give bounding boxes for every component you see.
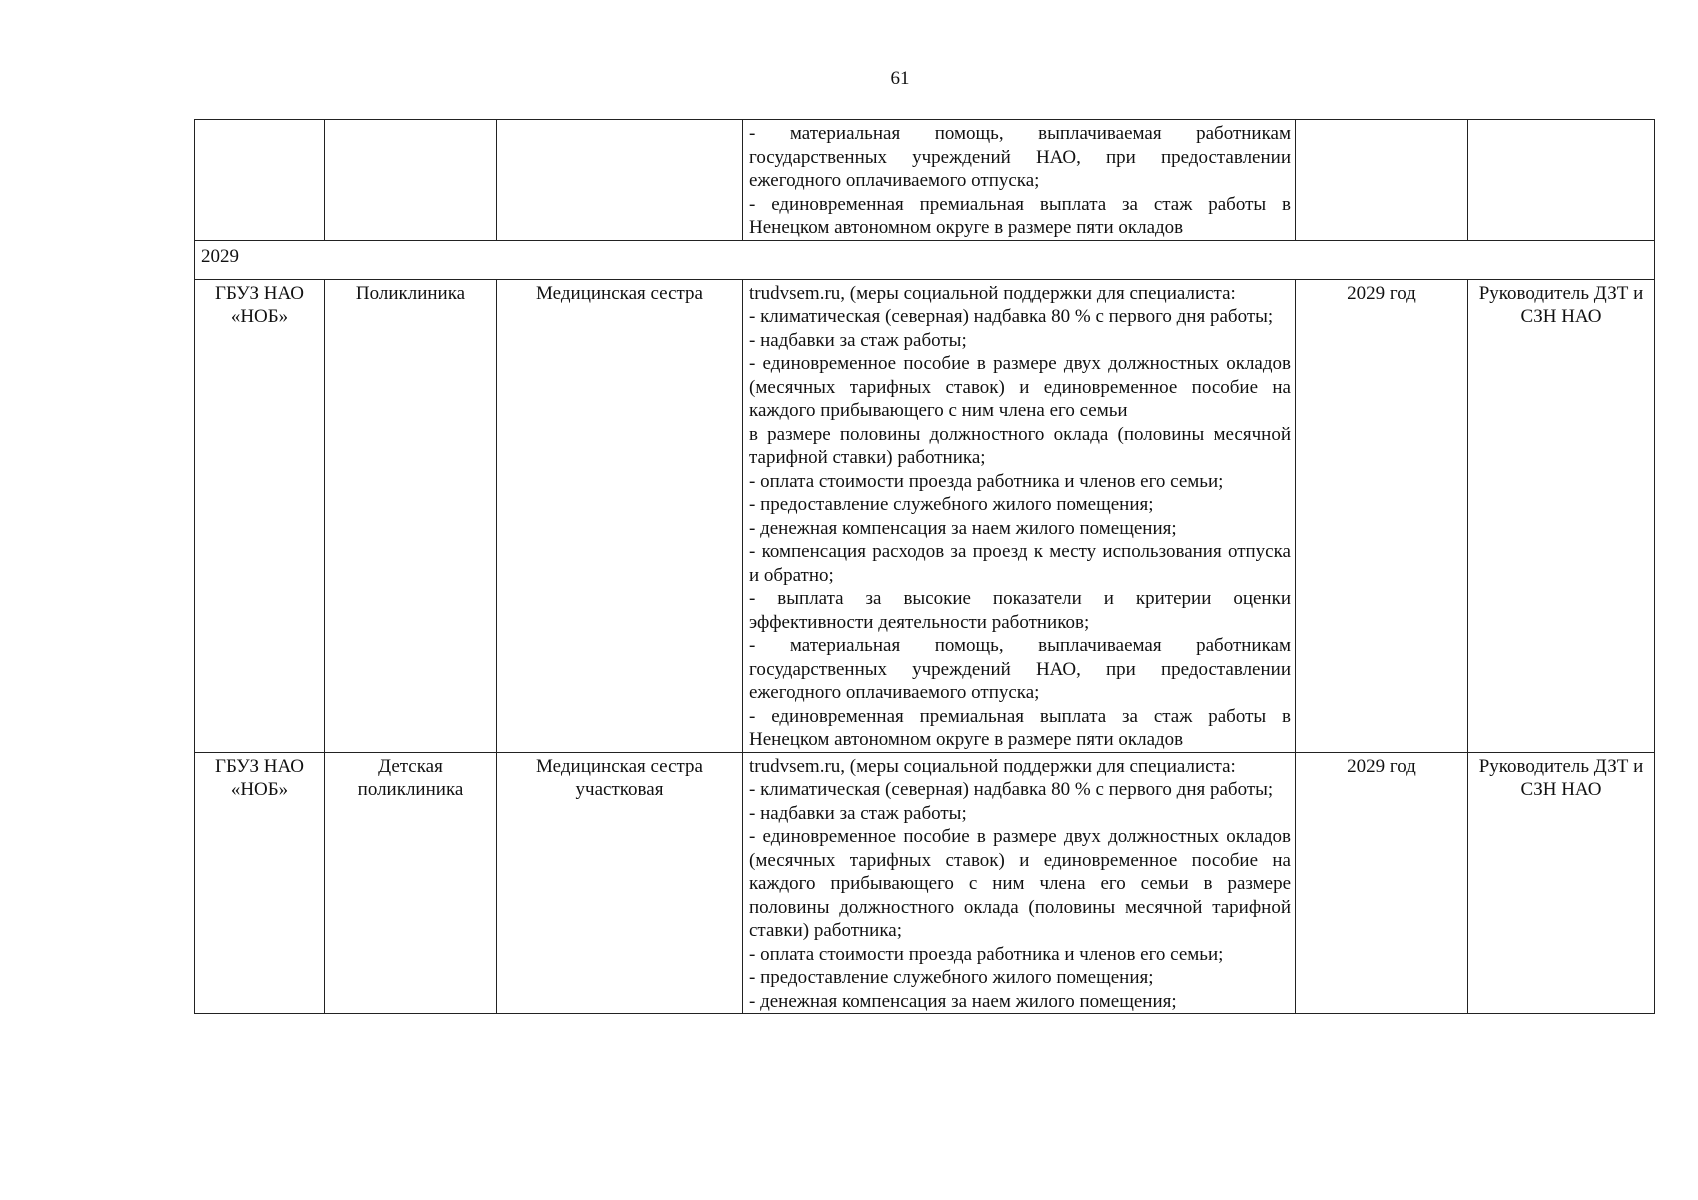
page-number: 61 bbox=[890, 68, 910, 89]
department-cell: Детская поликлиника bbox=[325, 752, 497, 1014]
deadline-cell: 2029 год bbox=[1296, 752, 1468, 1014]
measure-item: - денежная компенсация за наем жилого помещения; bbox=[749, 517, 1177, 539]
measure-item: - материальная помощь, выплачиваемая работникам государственных учреждений НАО, при предоставлении ежегодного оплачиваемого отпуска; bbox=[749, 123, 1291, 191]
measure-item: - предоставление служебного жилого помещения; bbox=[749, 967, 1154, 988]
table-row bbox=[195, 279, 1655, 752]
measure-item: - климатическая (северная) надбавка 80 % с первого дня работы; bbox=[749, 306, 1274, 327]
responsible-cell: Руководитель ДЗТ и СЗН НАО bbox=[1468, 752, 1655, 1014]
measure-item: - оплата стоимости проезда работника и членов его семьи; bbox=[749, 943, 1224, 965]
measures-cell bbox=[743, 752, 1296, 1014]
year-section-label: 2029 bbox=[195, 240, 1655, 279]
year-section-row bbox=[195, 240, 1655, 279]
measure-item: - предоставление служебного жилого помещения; bbox=[749, 494, 1154, 515]
measure-item: - единовременное пособие в размере двух должностных окладов (месячных тарифных ставок) и единовременное пособие на каждого прибывающего с ним члена его семьи в размере половины должностного оклада (половины месячной тарифной ставки) работника; bbox=[749, 826, 1291, 941]
measure-item: - выплата за высокие показатели и критерии оценки эффективности деятельности работников; bbox=[749, 588, 1291, 633]
deadline-cell bbox=[1296, 120, 1468, 241]
position-cell bbox=[497, 120, 743, 241]
measure-item: - единовременная премиальная выплата за стаж работы в Ненецком автономном округе в размере пяти окладов bbox=[749, 705, 1291, 750]
position-cell: Медицинская сестра участковая bbox=[497, 752, 743, 1014]
measures-cell bbox=[743, 279, 1296, 752]
measures-cell bbox=[743, 120, 1296, 241]
measure-item: - материальная помощь, выплачиваемая работникам государственных учреждений НАО, при предоставлении ежегодного оплачиваемого отпуска; bbox=[749, 635, 1291, 703]
measure-item: - единовременная премиальная выплата за стаж работы в Ненецком автономном округе в размере пяти окладов bbox=[749, 193, 1291, 238]
department-cell bbox=[325, 120, 497, 241]
responsible-cell: Руководитель ДЗТ и СЗН НАО bbox=[1468, 279, 1655, 752]
measures-table bbox=[194, 119, 1655, 1014]
measures-intro: trudvsem.ru, (меры социальной поддержки для специалиста: bbox=[749, 282, 1236, 304]
measure-item: - оплата стоимости проезда работника и членов его семьи; bbox=[749, 470, 1224, 492]
org-cell: ГБУЗ НАО «НОБ» bbox=[195, 752, 325, 1014]
measure-item: - денежная компенсация за наем жилого помещения; bbox=[749, 990, 1177, 1012]
position-cell: Медицинская сестра bbox=[497, 279, 743, 752]
department-cell: Поликлиника bbox=[325, 279, 497, 752]
org-cell bbox=[195, 120, 325, 241]
responsible-cell bbox=[1468, 120, 1655, 241]
measure-item: - надбавки за стаж работы; bbox=[749, 329, 967, 351]
table-row bbox=[195, 752, 1655, 1014]
deadline-cell: 2029 год bbox=[1296, 279, 1468, 752]
measure-item: - компенсация расходов за проезд к месту использования отпуска и обратно; bbox=[749, 541, 1291, 586]
measure-item: в размере половины должностного оклада (половины месячной тарифной ставки) работника; bbox=[749, 423, 1291, 468]
measure-item: - единовременное пособие в размере двух должностных окладов (месячных тарифных ставок) и единовременное пособие на каждого прибывающего с ним члена его семьи bbox=[749, 353, 1291, 421]
measure-item: - климатическая (северная) надбавка 80 % с первого дня работы; bbox=[749, 779, 1274, 800]
measure-item: - надбавки за стаж работы; bbox=[749, 802, 967, 824]
continuation-row bbox=[195, 120, 1655, 241]
measures-intro: trudvsem.ru, (меры социальной поддержки для специалиста: bbox=[749, 755, 1236, 777]
org-cell: ГБУЗ НАО «НОБ» bbox=[195, 279, 325, 752]
